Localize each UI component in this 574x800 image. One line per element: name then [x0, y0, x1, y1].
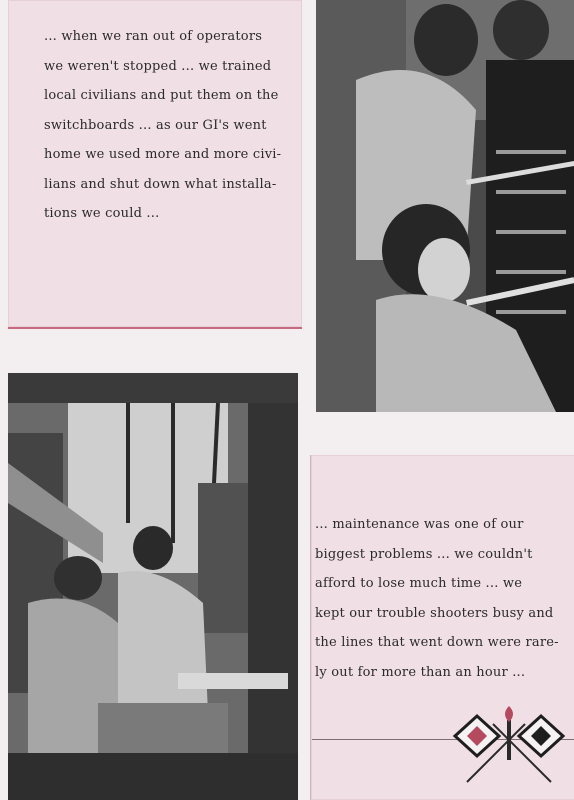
- switchboard-operators-photo: [316, 0, 574, 412]
- maintenance-room-photo: [8, 373, 298, 800]
- operators-caption: [44, 22, 284, 229]
- caption-line: afford to lose much time ... we: [315, 576, 523, 591]
- caption-line: ... when we ran out of operators: [44, 29, 263, 44]
- caption-line: tions we could ...: [44, 206, 160, 221]
- caption-line: ly out for more than an hour ...: [315, 664, 526, 680]
- signal-corps-insignia-icon: [447, 702, 571, 788]
- caption-line: lians and shut down what installa-: [44, 176, 277, 192]
- caption-line: ... maintenance was one of our: [315, 517, 524, 532]
- caption-line: kept our trouble shooters busy and: [315, 605, 554, 621]
- caption-line: biggest problems ... we couldn't: [315, 546, 533, 562]
- caption-line: the lines that went down were rare-: [315, 635, 559, 650]
- caption-line: local civilians and put them on the: [44, 88, 279, 103]
- caption-line: we weren't stopped ... we trained: [44, 58, 272, 74]
- caption-line: home we used more and more civi-: [44, 147, 282, 162]
- maintenance-caption: [315, 510, 561, 687]
- caption-line: switchboards ... as our GI's went: [44, 117, 267, 133]
